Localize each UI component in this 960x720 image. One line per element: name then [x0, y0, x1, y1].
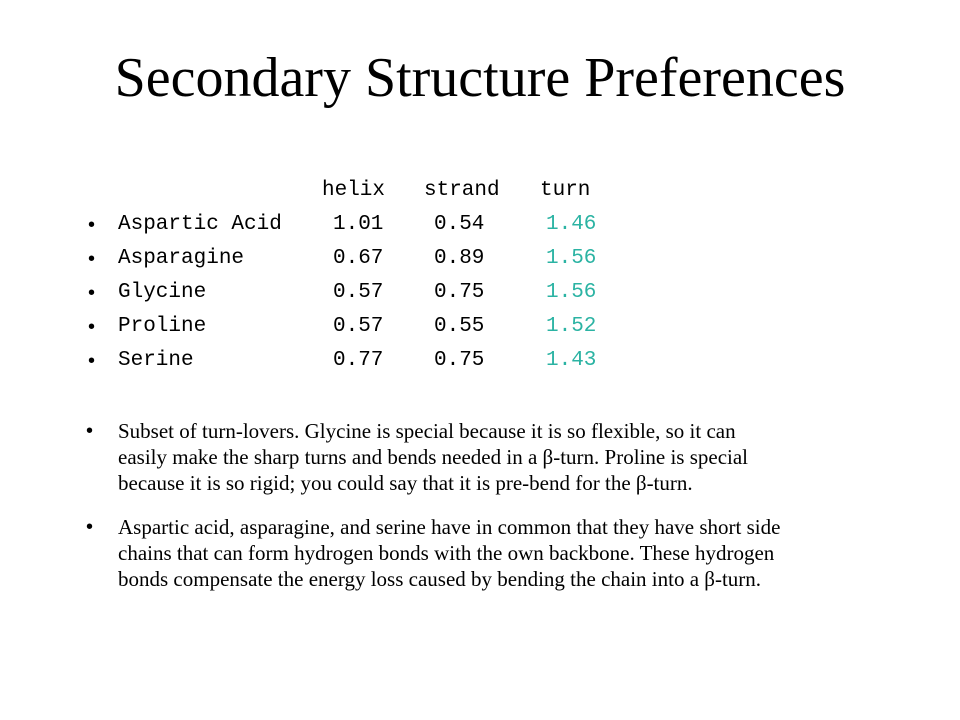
strand-value: 0.89: [434, 247, 485, 270]
table-row: [0, 310, 960, 344]
turn-value: 1.56: [546, 281, 597, 304]
turn-value: 1.52: [546, 315, 597, 338]
amino-acid-name: Proline: [118, 315, 207, 338]
table-row: [0, 276, 960, 310]
strand-value: 0.55: [434, 315, 485, 338]
table-header: [0, 174, 960, 208]
turn-value: 1.46: [546, 213, 597, 236]
bullet-icon: •: [88, 248, 96, 270]
amino-acid-name: Serine: [118, 349, 194, 372]
table-row: [0, 208, 960, 242]
note-line: because it is so rigid; you could say that it is pre-bend for the β-turn.: [118, 471, 693, 495]
note-text: [118, 418, 888, 496]
strand-value: 0.75: [434, 349, 485, 372]
table-row: [0, 242, 960, 276]
slide-title: Secondary Structure Preferences: [114, 47, 846, 109]
helix-value: 0.67: [333, 247, 384, 270]
helix-value: 0.57: [333, 315, 384, 338]
bullet-icon: •: [86, 420, 94, 442]
note-line: bonds compensate the energy loss caused by bending the chain into a β-turn.: [118, 567, 762, 591]
amino-acid-name: Glycine: [118, 281, 207, 304]
turn-value: 1.56: [546, 247, 597, 270]
bullet-icon: •: [88, 214, 96, 236]
header-turn: turn: [540, 179, 591, 202]
note-line: Aspartic acid, asparagine, and serine have in common that they have short side: [118, 515, 781, 539]
helix-value: 0.77: [333, 349, 384, 372]
header-strand: strand: [424, 179, 500, 202]
table-row: [0, 344, 960, 378]
amino-acid-name: Asparagine: [118, 247, 245, 270]
note-line: easily make the sharp turns and bends needed in a β-turn. Proline is special: [118, 445, 749, 469]
bullet-icon: •: [88, 316, 96, 338]
bullet-icon: •: [88, 282, 96, 304]
turn-value: 1.43: [546, 349, 597, 372]
note-text: [118, 514, 888, 592]
helix-value: 1.01: [333, 213, 384, 236]
amino-acid-name: Aspartic Acid: [118, 213, 282, 236]
strand-value: 0.54: [434, 213, 485, 236]
note-line: chains that can form hydrogen bonds with the own backbone. These hydrogen: [118, 541, 775, 565]
strand-value: 0.75: [434, 281, 485, 304]
header-helix: helix: [322, 179, 386, 202]
helix-value: 0.57: [333, 281, 384, 304]
preference-table: [0, 172, 960, 382]
bullet-icon: •: [86, 516, 94, 538]
bullet-icon: •: [88, 350, 96, 372]
note-line: Subset of turn-lovers. Glycine is special because it is so flexible, so it can: [118, 419, 736, 443]
